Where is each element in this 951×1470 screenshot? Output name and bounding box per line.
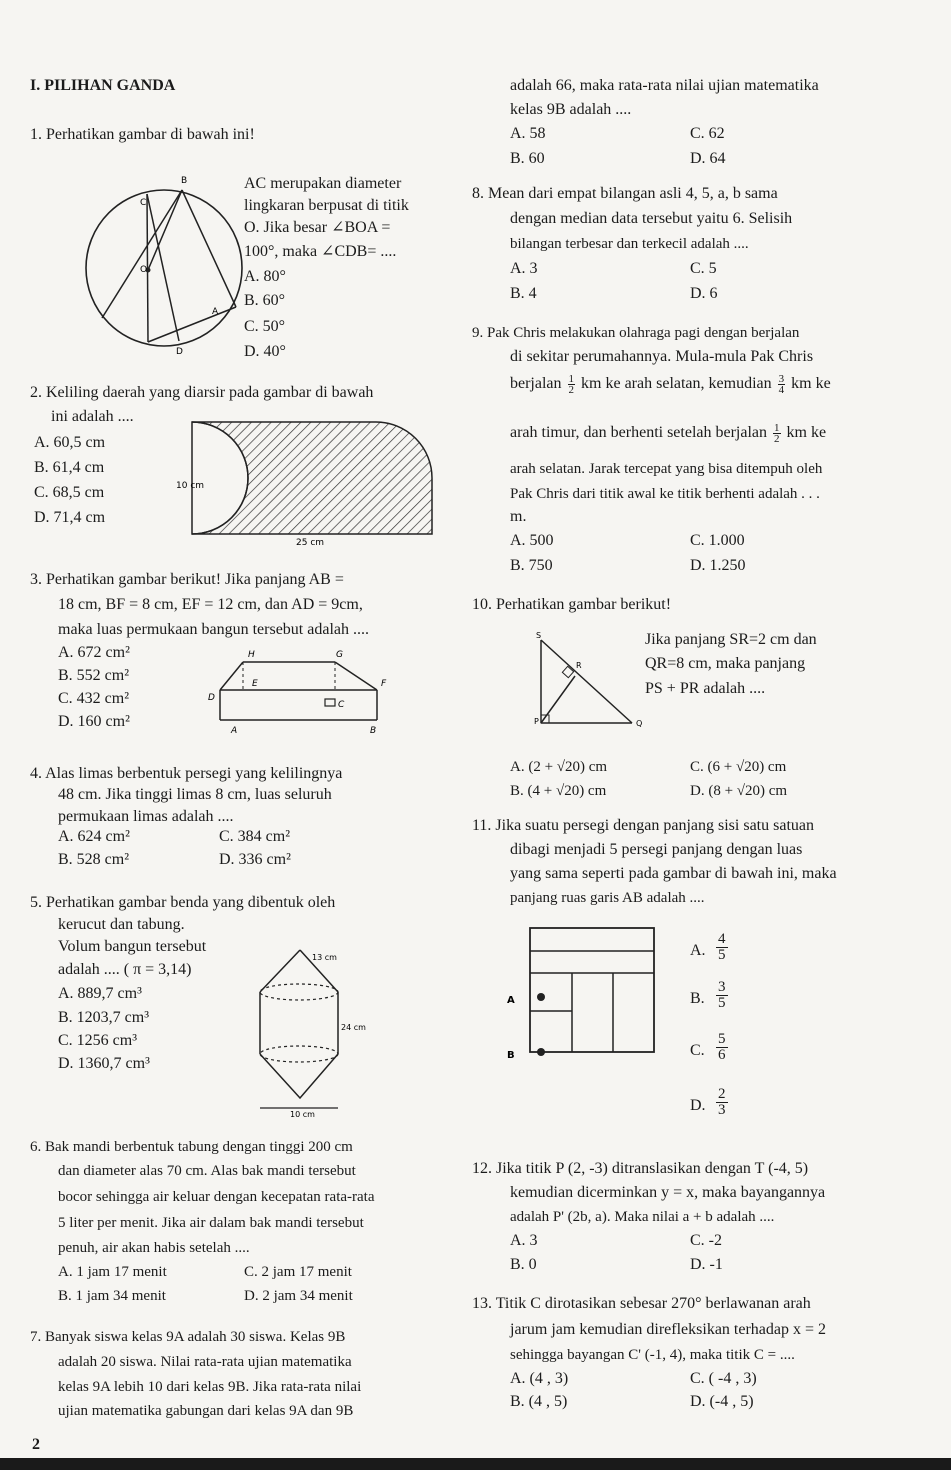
q1-label-a: A [212,307,219,317]
q12-option-b[interactable]: B. 0 [510,1256,537,1273]
q9-line-6: Pak Chris dari titik awal ke titik berhenti adalah . . . [510,486,820,502]
q8-stem-1: 8. Mean dari empat bilangan asli 4, 5, a, b sama [472,185,778,202]
q5-option-c[interactable]: C. 1256 cm³ [58,1032,138,1049]
page-number: 2 [32,1436,40,1453]
q12-option-a[interactable]: A. 3 [510,1232,538,1249]
q5-label-24cm: 24 cm [341,1023,366,1032]
q11-option-d[interactable]: D. [690,1097,706,1114]
q12-option-d[interactable]: D. -1 [690,1256,723,1273]
q11-option-b[interactable]: B. [690,990,705,1007]
q11-option-c[interactable]: C. [690,1042,705,1059]
q13-option-d[interactable]: D. (-4 , 5) [690,1393,754,1410]
q12-option-c[interactable]: C. -2 [690,1232,722,1249]
q9-line-2: di sekitar perumahannya. Mula-mula Pak Chris [510,348,814,365]
q11-stem-4: panjang ruas garis AB adalah .... [510,890,705,906]
q11-option-a[interactable]: A. [690,942,706,959]
q9-line-7: m. [510,508,527,525]
q1-label-d: D [176,347,183,357]
q7-option-c[interactable]: C. 62 [690,125,725,142]
q7-stem-6: kelas 9B adalah .... [510,101,632,118]
q9-option-d[interactable]: D. 1.250 [690,557,746,574]
q6-option-b[interactable]: B. 1 jam 34 menit [58,1288,166,1304]
q2-option-c[interactable]: C. 68,5 cm [34,484,105,501]
q3-label-c: C [338,700,345,710]
q13-stem-1: 13. Titik C dirotasikan sebesar 270° berlawanan arah [472,1295,811,1312]
q9-line-3: berjalan $\frac{1}{2}$ km ke arah selatan, kemudian $\frac{3}{4}$ km ke [510,373,831,396]
q2-option-d[interactable]: D. 71,4 cm [34,509,106,526]
q5-stem-2: kerucut dan tabung. [58,916,185,933]
q13-option-c[interactable]: C. ( -4 , 3) [690,1370,757,1387]
q1-option-a[interactable]: A. 80° [244,268,286,285]
q13-option-b[interactable]: B. (4 , 5) [510,1393,568,1410]
q1-option-b[interactable]: B. 60° [244,292,286,309]
q10-label-q: Q [636,719,643,728]
q7-option-b[interactable]: B. 60 [510,150,545,167]
q1-line-2: lingkaran berpusat di titik [244,197,409,214]
q9-line-1: 9. Pak Chris melakukan olahraga pagi dengan berjalan [472,325,800,341]
q7-option-d[interactable]: D. 64 [690,150,726,167]
q1-label-b: B [181,176,188,186]
q10-label-r: R [576,661,582,670]
q7-option-a[interactable]: A. 58 [510,125,546,142]
q8-stem-2: dengan median data tersebut yaitu 6. Selisih [510,210,793,227]
q2-option-b[interactable]: B. 61,4 cm [34,459,105,476]
q1-line-3: O. Jika besar ∠BOA = [244,219,391,236]
section-header: I. PILIHAN GANDA [30,77,176,94]
q10-stem: 10. Perhatikan gambar berikut! [472,596,672,613]
q11-stem-3: yang sama seperti pada gambar di bawah ini, maka [510,865,837,882]
q3-option-a[interactable]: A. 672 cm² [58,644,130,661]
q1-line-4: 100°, maka ∠CDB= .... [244,243,397,260]
q9-option-a[interactable]: A. 500 [510,532,554,549]
q12-stem-2: kemudian dicerminkan y = x, maka bayangannya [510,1184,826,1201]
q9-frac-1: $\frac{1}{2}$ [568,373,575,396]
q10-option-c[interactable]: C. (6 + √20) cm [690,759,787,775]
q2-stem-2: ini adalah .... [51,408,134,425]
q11-stem-2: dibagi menjadi 5 persegi panjang dengan luas [510,841,803,858]
q4-stem-2: 48 cm. Jika tinggi limas 8 cm, luas seluruh [58,786,332,803]
q2-label-10cm: 10 cm [176,481,205,491]
q9-line-5: arah selatan. Jarak tercepat yang bisa ditempuh oleh [510,461,823,477]
q10-label-s: S [536,631,542,640]
q12-stem-3: adalah P' (2b, a). Maka nilai a + b adalah .... [510,1209,775,1225]
q4-option-d[interactable]: D. 336 cm² [219,851,291,868]
q3-stem-1: 3. Perhatikan gambar berikut! Jika panjang AB = [30,571,344,588]
q5-stem-1: 5. Perhatikan gambar benda yang dibentuk oleh [30,894,336,911]
q12-stem-1: 12. Jika titik P (2, -3) ditranslasikan dengan T (-4, 5) [472,1160,809,1177]
q1-stem: 1. Perhatikan gambar di bawah ini! [30,126,255,143]
q9-option-c[interactable]: C. 1.000 [690,532,745,549]
q3-label-h: H [248,650,255,660]
q6-option-c[interactable]: C. 2 jam 17 menit [244,1264,352,1280]
q6-option-d[interactable]: D. 2 jam 34 menit [244,1288,353,1304]
q9-line-4: arah timur, dan berhenti setelah berjalan $\frac{1}{2}$ km ke [510,422,827,445]
q10-option-b[interactable]: B. (4 + √20) cm [510,783,607,799]
q3-option-d[interactable]: D. 160 cm² [58,713,130,730]
q6-option-a[interactable]: A. 1 jam 17 menit [58,1264,167,1280]
q5-option-d[interactable]: D. 1360,7 cm³ [58,1055,150,1072]
q10-line-3: PS + PR adalah .... [645,680,766,697]
q10-option-d[interactable]: D. (8 + √20) cm [690,783,788,799]
q11-option-a-fraction: $\frac{4}{5}$ [718,931,726,963]
q1-label-c: C [140,198,147,208]
q3-stem-2: 18 cm, BF = 8 cm, EF = 12 cm, dan AD = 9cm, [58,596,363,613]
q8-option-d[interactable]: D. 6 [690,285,718,302]
q5-option-a[interactable]: A. 889,7 cm³ [58,985,142,1002]
q9-option-b[interactable]: B. 750 [510,557,553,574]
q6-stem-1: 6. Bak mandi berbentuk tabung dengan tinggi 200 cm [30,1139,353,1155]
q1-option-d[interactable]: D. 40° [244,343,286,360]
q3-label-f: F [381,679,387,689]
q3-label-g: G [336,650,343,660]
q9-frac-2: $\frac{3}{4}$ [778,373,785,396]
q5-label-10cm: 10 cm [290,1110,315,1119]
q3-label-b: B [370,726,377,736]
q4-option-b[interactable]: B. 528 cm² [58,851,130,868]
q1-option-c[interactable]: C. 50° [244,318,286,335]
q5-stem-4: adalah .... ( π = 3,14) [58,961,192,978]
q13-option-a[interactable]: A. (4 , 3) [510,1370,569,1387]
q6-stem-4: 5 liter per menit. Jika air dalam bak mandi tersebut [58,1215,364,1231]
q4-option-a[interactable]: A. 624 cm² [58,828,130,845]
q11-label-a: A [507,995,515,1006]
q4-option-c[interactable]: C. 384 cm² [219,828,291,845]
q6-stem-2: dan diameter alas 70 cm. Alas bak mandi tersebut [58,1163,356,1179]
page-bottom-edge [0,1458,951,1470]
q5-option-b[interactable]: B. 1203,7 cm³ [58,1009,150,1026]
q6-stem-5: penuh, air akan habis setelah .... [58,1240,250,1256]
q8-stem-3: bilangan terbesar dan terkecil adalah .... [510,236,749,252]
q7-stem-1: 7. Banyak siswa kelas 9A adalah 30 siswa. Kelas 9B [30,1329,346,1345]
q9-frac-3: $\frac{1}{2}$ [774,422,780,445]
q3-label-d: D [208,693,215,703]
q1-label-o: O [140,265,148,275]
q11-stem-1: 11. Jika suatu persegi dengan panjang sisi satu satuan [472,817,814,834]
q8-option-a[interactable]: A. 3 [510,260,538,277]
q10-option-a[interactable]: A. (2 + √20) cm [510,759,608,775]
q11-option-b-fraction: $\frac{3}{5}$ [718,979,726,1011]
q7-stem-5: adalah 66, maka rata-rata nilai ujian matematika [510,77,819,94]
q8-option-c[interactable]: C. 5 [690,260,717,277]
q11-option-c-fraction: $\frac{5}{6}$ [718,1031,726,1063]
q7-stem-4: ujian matematika gabungan dari kelas 9A dan 9B [58,1403,354,1419]
q11-option-d-fraction: $\frac{2}{3}$ [718,1086,726,1118]
q10-label-p: P [534,717,539,726]
q13-stem-2: jarum jam kemudian direfleksikan terhadap x = 2 [510,1321,827,1338]
q10-line-1: Jika panjang SR=2 cm dan [645,631,817,648]
q2-label-25cm: 25 cm [296,538,325,548]
q13-stem-3: sehingga bayangan C' (-1, 4), maka titik C = .... [510,1347,795,1363]
q2-stem-1: 2. Keliling daerah yang diarsir pada gambar di bawah [30,384,374,401]
q4-stem-1: 4. Alas limas berbentuk persegi yang kelilingnya [30,765,343,782]
q8-option-b[interactable]: B. 4 [510,285,537,302]
q10-line-2: QR=8 cm, maka panjang [645,655,806,672]
q2-option-a[interactable]: A. 60,5 cm [34,434,106,451]
q5-label-13cm: 13 cm [312,953,337,962]
q3-option-b[interactable]: B. 552 cm² [58,667,130,684]
q5-stem-3: Volum bangun tersebut [58,938,207,955]
q7-stem-3: kelas 9A lebih 10 dari kelas 9B. Jika rata-rata nilai [58,1379,362,1395]
q3-label-e: E [252,679,258,689]
q1-line-1: AC merupakan diameter [244,175,402,192]
q3-label-a: A [231,726,238,736]
q11-label-b: B [507,1050,515,1061]
q4-stem-3: permukaan limas adalah .... [58,808,234,825]
q7-stem-2: adalah 20 siswa. Nilai rata-rata ujian matematika [58,1354,352,1370]
q3-option-c[interactable]: C. 432 cm² [58,690,130,707]
q6-stem-3: bocor sehingga air keluar dengan kecepatan rata-rata [58,1189,375,1205]
q3-stem-3: maka luas permukaan bangun tersebut adalah .... [58,621,369,638]
